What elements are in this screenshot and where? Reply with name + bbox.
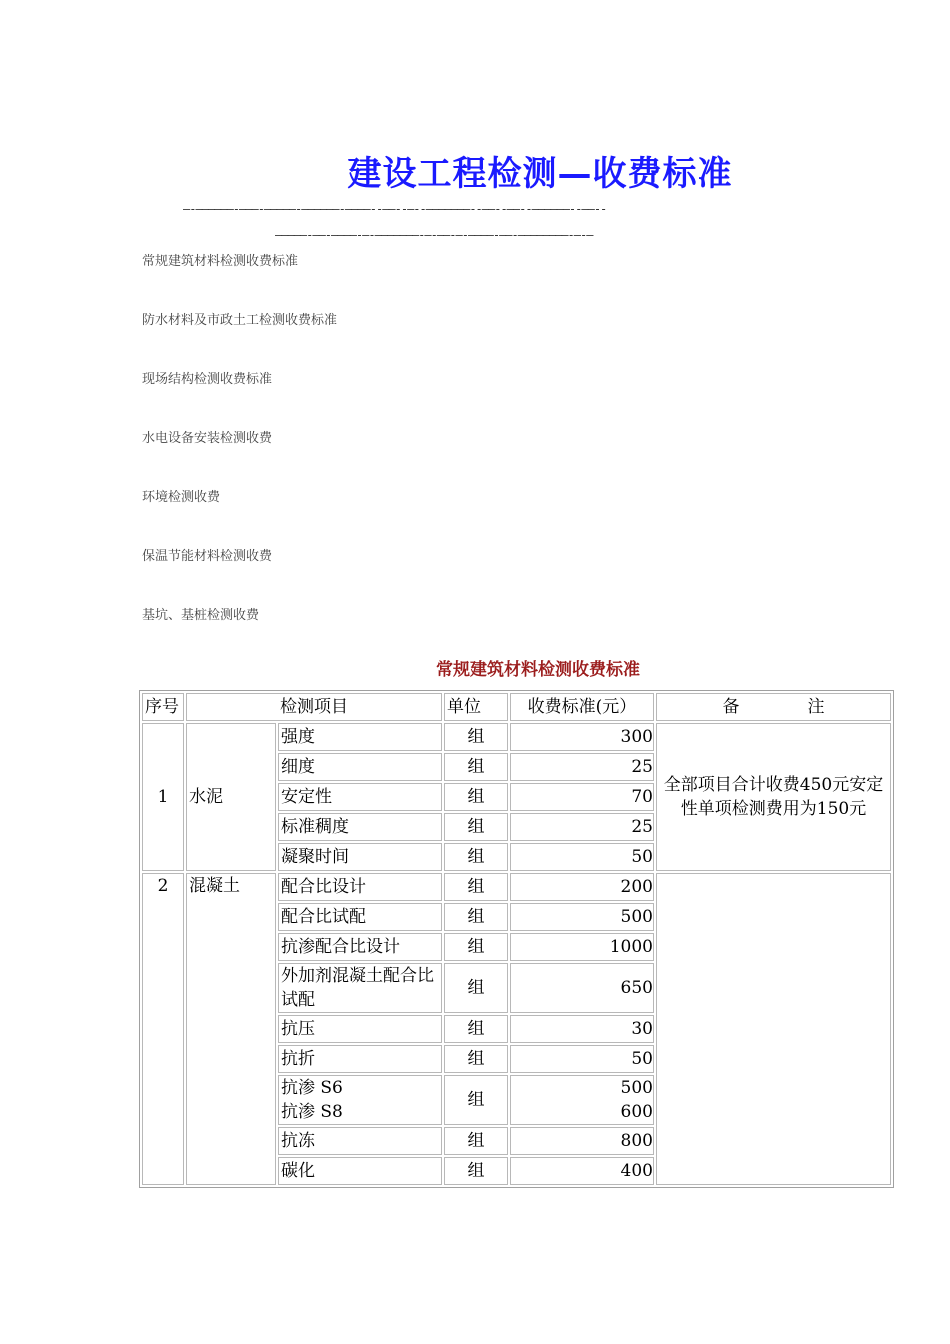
divider-line: —————-——-————-—-———————-—-——-—-————-——-————————-—-— xyxy=(275,229,593,241)
header-item: 检测项目 xyxy=(186,693,442,721)
fee-pair xyxy=(510,1075,654,1125)
unit: 组 xyxy=(444,873,508,901)
group-number: 1 xyxy=(142,723,184,871)
unit: 组 xyxy=(444,1045,508,1073)
section-title: 常规建筑材料检测收费标准 xyxy=(436,660,640,680)
fee: 500 xyxy=(510,903,654,931)
unit: 组 xyxy=(444,813,508,841)
fee: 300 xyxy=(510,723,654,751)
fee: 600 xyxy=(620,1102,653,1122)
fee: 70 xyxy=(510,783,654,811)
table-row xyxy=(142,723,891,751)
fee: 400 xyxy=(510,1157,654,1185)
divider-line: —-——————-———-—————-——————-————--——--—--———————--——--——--——————--——-- xyxy=(183,203,607,215)
table-row xyxy=(142,873,891,901)
test-item: 配合比试配 xyxy=(278,903,442,931)
unit: 组 xyxy=(444,1015,508,1043)
fee: 50 xyxy=(510,843,654,871)
test-item: 强度 xyxy=(278,723,442,751)
test-item: 配合比设计 xyxy=(278,873,442,901)
group-name: 水泥 xyxy=(186,723,276,871)
test-item: 抗渗 S8 xyxy=(281,1102,343,1122)
group-name: 混凝土 xyxy=(186,873,276,1185)
link-building-materials[interactable]: 常规建筑材料检测收费标准 xyxy=(142,254,299,269)
fee: 25 xyxy=(510,813,654,841)
fee: 50 xyxy=(510,1045,654,1073)
header-no: 序号 xyxy=(142,693,184,721)
link-foundation-pile[interactable]: 基坑、基桩检测收费 xyxy=(142,608,260,623)
unit: 组 xyxy=(444,963,508,1013)
test-item: 细度 xyxy=(278,753,442,781)
category-link-list xyxy=(142,252,337,665)
group-number: 2 xyxy=(142,873,184,1185)
unit: 组 xyxy=(444,723,508,751)
header-remark: 备 注 xyxy=(656,693,891,721)
test-item: 安定性 xyxy=(278,783,442,811)
header-fee: 收费标准(元） xyxy=(510,693,654,721)
unit: 组 xyxy=(444,1127,508,1155)
link-environment[interactable]: 环境检测收费 xyxy=(142,490,221,505)
test-item: 抗渗配合比设计 xyxy=(278,933,442,961)
test-item: 抗冻 xyxy=(278,1127,442,1155)
fee: 800 xyxy=(510,1127,654,1155)
unit: 组 xyxy=(444,933,508,961)
page-title: 建设工程检测—收费标准 xyxy=(347,154,733,194)
fee: 25 xyxy=(510,753,654,781)
link-insulation-energy[interactable]: 保温节能材料检测收费 xyxy=(142,549,273,564)
unit: 组 xyxy=(444,1157,508,1185)
fee: 1000 xyxy=(510,933,654,961)
link-waterproof-geotech[interactable]: 防水材料及市政土工检测收费标准 xyxy=(142,313,338,328)
table-header-row xyxy=(142,693,891,721)
fee: 500 xyxy=(620,1078,653,1098)
unit: 组 xyxy=(444,843,508,871)
unit: 组 xyxy=(444,753,508,781)
test-item: 抗折 xyxy=(278,1045,442,1073)
test-item: 凝聚时间 xyxy=(278,843,442,871)
fee-table xyxy=(139,690,894,1188)
remark xyxy=(656,873,891,1185)
unit: 组 xyxy=(444,783,508,811)
fee: 650 xyxy=(510,963,654,1013)
test-item: 标准稠度 xyxy=(278,813,442,841)
test-item: 抗渗 S6 xyxy=(281,1078,343,1098)
link-onsite-structure[interactable]: 现场结构检测收费标准 xyxy=(142,372,273,387)
test-item: 碳化 xyxy=(278,1157,442,1185)
unit: 组 xyxy=(444,1075,508,1125)
remark: 全部项目合计收费450元安定性单项检测费用为150元 xyxy=(656,723,891,871)
test-item-pair xyxy=(278,1075,442,1125)
test-item: 抗压 xyxy=(278,1015,442,1043)
fee: 200 xyxy=(510,873,654,901)
link-mep-installation[interactable]: 水电设备安装检测收费 xyxy=(142,431,273,446)
unit: 组 xyxy=(444,903,508,931)
test-item: 外加剂混凝土配合比试配 xyxy=(278,963,442,1013)
fee: 30 xyxy=(510,1015,654,1043)
header-unit: 单位 xyxy=(444,693,508,721)
